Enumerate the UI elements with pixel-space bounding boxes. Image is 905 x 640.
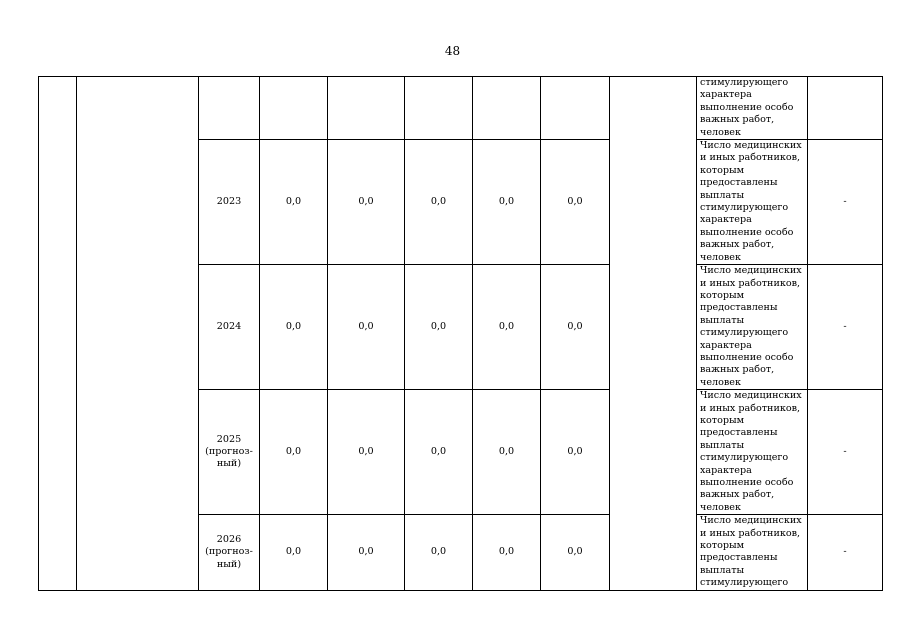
value-cell: 0,0 <box>260 515 328 590</box>
indicator-line: стимулирующего <box>700 327 789 339</box>
indicator-line: выплаты <box>700 564 745 576</box>
value-cell: 0,0 <box>328 265 405 390</box>
value-cell: 0,0 <box>473 390 541 515</box>
indicator-line: выполнение особо <box>700 351 794 363</box>
indicator-line: которым <box>700 289 745 301</box>
year-line: 2025 <box>216 433 242 445</box>
indicator-line: важных работ, <box>700 114 775 126</box>
indicator-line: предоставлены <box>700 177 778 189</box>
indicator-cell <box>697 390 808 515</box>
indicator-line: стимулирующего <box>700 577 789 589</box>
table-body <box>39 77 883 591</box>
indicator-line: Число медицинских <box>700 140 802 152</box>
year-cell <box>199 390 260 515</box>
year-cell <box>199 77 260 140</box>
year-line: 2024 <box>216 320 242 332</box>
indicator-line: характера <box>700 214 752 226</box>
indicator-line: стимулирующего <box>700 452 789 464</box>
value-cell: 0,0 <box>541 390 610 515</box>
value-cell <box>405 77 473 140</box>
indicator-line: и иных работников, <box>700 152 801 164</box>
value-cell: 0,0 <box>541 515 610 590</box>
value-cell: 0,0 <box>328 390 405 515</box>
indicator-line: которым <box>700 540 745 552</box>
indicator-line: и иных работников, <box>700 277 801 289</box>
value-cell: 0,0 <box>260 390 328 515</box>
page-number: 48 <box>444 44 461 58</box>
target-value-cell: - <box>808 140 883 265</box>
value-cell: 0,0 <box>328 140 405 265</box>
year-line: 2023 <box>216 195 242 207</box>
indicator-line: выплаты <box>700 314 745 326</box>
value-cell: 0,0 <box>473 265 541 390</box>
indicator-line: человек <box>700 251 741 263</box>
indicator-line: стимулирующего <box>700 202 789 214</box>
indicator-line: Число медицинских <box>700 265 802 277</box>
value-cell: 0,0 <box>541 265 610 390</box>
value-cell <box>473 77 541 140</box>
indicator-line: Число медицинских <box>700 390 802 402</box>
year-line: ный) <box>216 558 242 570</box>
indicator-line: и иных работников, <box>700 402 801 414</box>
indicator-line: выполнение особо <box>700 477 794 488</box>
year-line: ный) <box>216 458 242 470</box>
value-cell: 0,0 <box>405 515 473 590</box>
indicator-line: важных работ, <box>700 364 775 376</box>
activity-name-cell <box>77 77 199 591</box>
program-table <box>38 76 883 591</box>
value-cell: 0,0 <box>473 515 541 590</box>
indicator-line: характера <box>700 89 752 101</box>
year-line: (прогноз- <box>205 546 253 558</box>
indicator-line: и иных работников, <box>700 527 801 539</box>
year-line: 2026 <box>216 533 242 545</box>
indicator-cell <box>697 140 808 265</box>
year-cell <box>199 140 260 265</box>
indicator-line: человек <box>700 376 741 388</box>
executor-cell <box>610 77 697 591</box>
indicator-line: выполнение особо <box>700 101 794 113</box>
target-value-cell: - <box>808 390 883 515</box>
value-cell: 0,0 <box>405 390 473 515</box>
target-value-cell: - <box>808 515 883 590</box>
indicator-line: стимулирующего <box>700 77 789 88</box>
value-cell: 0,0 <box>473 140 541 265</box>
value-cell: 0,0 <box>260 265 328 390</box>
indicator-line: важных работ, <box>700 489 775 501</box>
value-cell: 0,0 <box>405 265 473 390</box>
value-cell: 0,0 <box>541 140 610 265</box>
indicator-cell <box>697 77 808 140</box>
target-value-cell <box>808 77 883 140</box>
indicator-line: человек <box>700 126 741 138</box>
indicator-line: выплаты <box>700 189 745 201</box>
year-cell <box>199 515 260 590</box>
year-line: (прогноз- <box>205 445 253 457</box>
indicator-line: которым <box>700 164 745 176</box>
indicator-line: выплаты <box>700 439 745 451</box>
value-cell <box>260 77 328 140</box>
indicator-line: предоставлены <box>700 302 778 314</box>
value-cell <box>328 77 405 140</box>
indicator-line: предоставлены <box>700 552 778 564</box>
indicator-line: важных работ, <box>700 239 775 251</box>
indicator-line: которым <box>700 414 745 426</box>
indicator-line: выполнение особо <box>700 226 794 238</box>
indicator-line: характера <box>700 464 752 476</box>
indicator-line: человек <box>700 501 741 513</box>
indicator-line: предоставлены <box>700 427 778 439</box>
value-cell: 0,0 <box>260 140 328 265</box>
number-cell <box>39 77 77 591</box>
indicator-line: Число медицинских <box>700 515 802 527</box>
indicator-cell <box>697 515 808 590</box>
year-cell <box>199 265 260 390</box>
value-cell: 0,0 <box>328 515 405 590</box>
value-cell <box>541 77 610 140</box>
indicator-cell <box>697 265 808 390</box>
target-value-cell: - <box>808 265 883 390</box>
table-row <box>39 77 883 140</box>
value-cell: 0,0 <box>405 140 473 265</box>
indicator-line: характера <box>700 339 752 351</box>
